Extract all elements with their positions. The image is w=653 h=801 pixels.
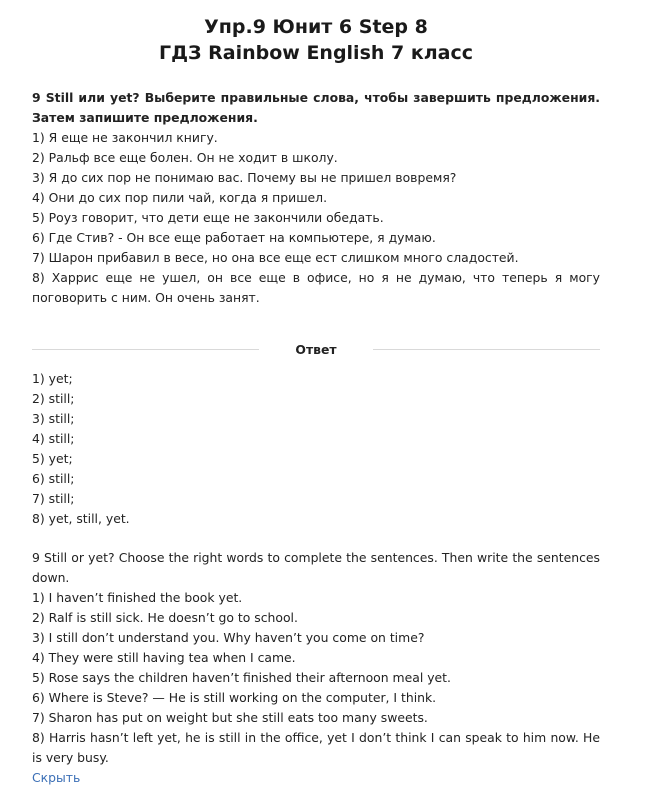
task-russian-item: 7) Шарон прибавил в весе, но она все еще ест слишком много сладостей. bbox=[32, 250, 519, 265]
task-english-heading: 9 Still or yet? Choose the right words to complete the sentences. Then write the sentences down. bbox=[32, 550, 600, 585]
answer-item: 1) yet; bbox=[32, 371, 73, 386]
task-russian-item: 6) Где Стив? - Он все еще работает на компьютере, я думаю. bbox=[32, 230, 436, 245]
answer-item: 6) still; bbox=[32, 471, 75, 486]
task-english bbox=[32, 548, 600, 768]
task-russian-item: 4) Они до сих пор пили чай, когда я пришел. bbox=[32, 190, 328, 205]
page-title-line-2: ГДЗ Rainbow English 7 класс bbox=[158, 42, 474, 64]
task-russian-heading: 9 Still или yet? Выберите правильные слова, чтобы завершить предложения. Затем запишите предложения. bbox=[32, 90, 600, 125]
answer-item: 3) still; bbox=[32, 411, 75, 426]
task-russian-item: 3) Я до сих пор не понимаю вас. Почему вы не пришел вовремя? bbox=[32, 170, 457, 185]
task-english-item: 1) I haven’t finished the book yet. bbox=[32, 590, 243, 605]
divider-rule-right bbox=[373, 349, 600, 350]
hide-link[interactable]: Скрыть bbox=[32, 770, 81, 785]
answer-list bbox=[32, 369, 600, 529]
task-russian-item: 5) Роуз говорит, что дети еще не закончили обедать. bbox=[32, 210, 384, 225]
page-content bbox=[32, 0, 600, 785]
answer-divider bbox=[32, 339, 600, 359]
answer-item: 7) still; bbox=[32, 491, 75, 506]
task-russian-item: 8) Харрис еще не ушел, он все еще в офисе, но я не думаю, что теперь я могу поговорить с ним. Он очень занят. bbox=[32, 270, 600, 305]
task-english-item: 2) Ralf is still sick. He doesn’t go to school. bbox=[32, 610, 298, 625]
task-english-item: 8) Harris hasn’t left yet, he is still in the office, yet I don’t think I can speak to him now. He is very busy. bbox=[32, 730, 600, 765]
answer-item: 8) yet, still, yet. bbox=[32, 511, 130, 526]
page-title-block bbox=[32, 0, 600, 72]
answer-heading: Ответ bbox=[295, 341, 337, 357]
task-russian-item: 1) Я еще не закончил книгу. bbox=[32, 130, 218, 145]
divider-rule-left bbox=[32, 349, 259, 350]
task-english-item: 6) Where is Steve? — He is still working on the computer, I think. bbox=[32, 690, 437, 705]
page-title-line-1: Упр.9 Юнит 6 Step 8 bbox=[204, 16, 428, 38]
task-english-item: 7) Sharon has put on weight but she still eats too many sweets. bbox=[32, 710, 428, 725]
task-english-item: 3) I still don’t understand you. Why haven’t you come on time? bbox=[32, 630, 425, 645]
answer-item: 2) still; bbox=[32, 391, 75, 406]
task-english-item: 4) They were still having tea when I came. bbox=[32, 650, 296, 665]
task-russian-item: 2) Ральф все еще болен. Он не ходит в школу. bbox=[32, 150, 338, 165]
task-english-item: 5) Rose says the children haven’t finished their afternoon meal yet. bbox=[32, 670, 451, 685]
answer-item: 4) still; bbox=[32, 431, 75, 446]
task-russian bbox=[32, 88, 600, 308]
answer-item: 5) yet; bbox=[32, 451, 73, 466]
